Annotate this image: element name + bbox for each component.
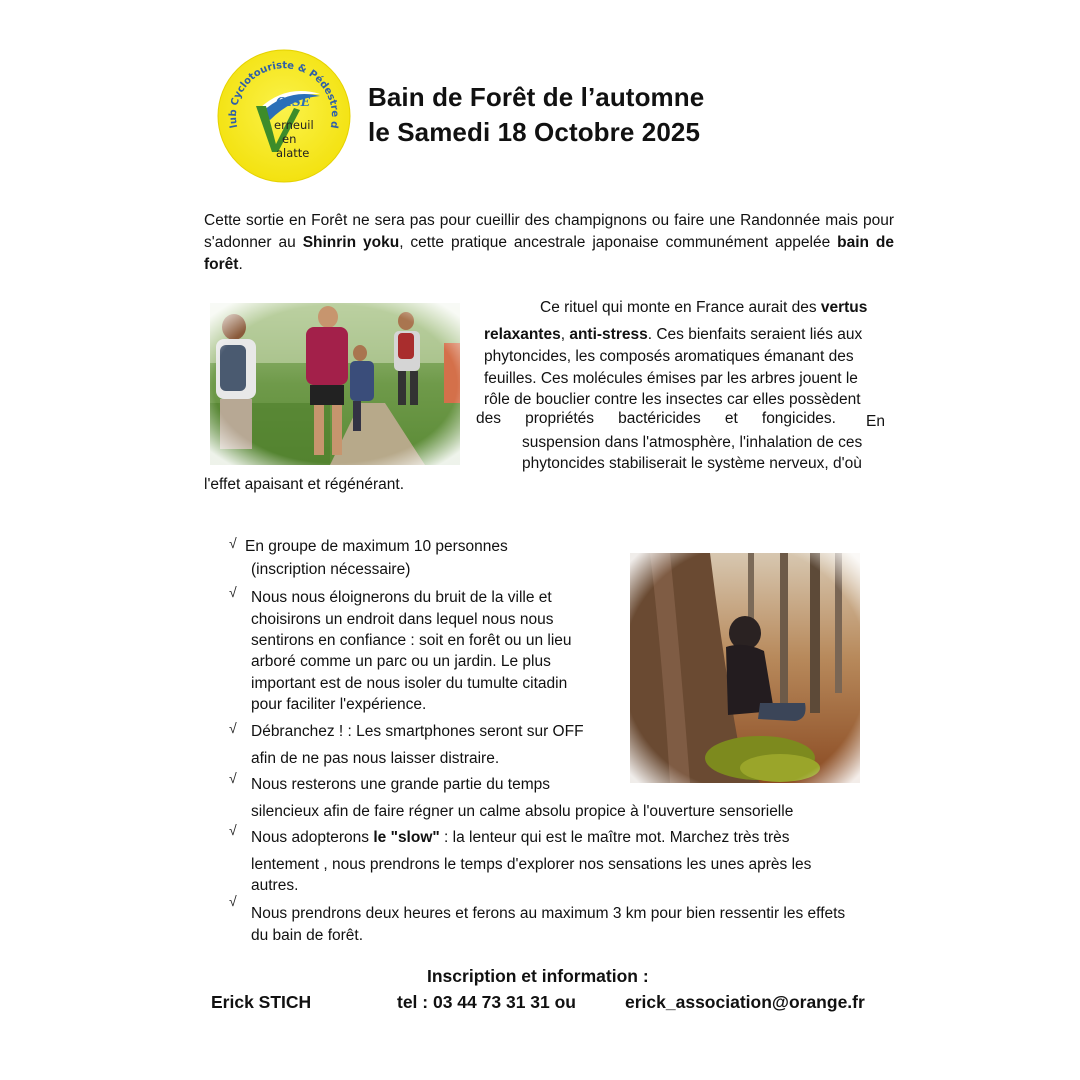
bullet-3-line-1: Débranchez ! : Les smartphones seront sur OFF [251,723,584,740]
bullet-1-line-1: En groupe de maximum 10 personnes [245,538,508,555]
intro-bold-bain: bain de forêt [204,234,894,273]
logo-line2: en [282,132,297,146]
check-icon: √ [229,822,237,838]
bullet-6-line-2: du bain de forêt. [251,927,364,944]
intro-bold-shinrin: Shinrin yoku [302,234,400,251]
bullet-2-line-3: sentirons en confiance : soit en forêt ou un lieu [251,632,572,649]
forest-bath-photo [630,553,860,783]
intro-text-3: . [238,256,243,273]
bullet-2-line-6: pour faciliter l'expérience. [251,696,427,713]
bullet-5-line-1: Nous adopterons le "slow" : la lenteur qui est le maître mot. Marchez très très [251,829,790,846]
contact-email: erick_association@orange.fr [625,992,865,1012]
ritual-line-8: phytoncides stabiliserait le système nerveux, d'où [522,455,862,472]
bullet-3-line-2: afin de ne pas nous laisser distraire. [251,750,500,767]
ritual-line-6: des propriétés bactéricides et fongicides. [476,410,836,427]
logo-oise: OISE [276,95,310,109]
check-icon: √ [229,770,237,786]
ritual-line-4: feuilles. Ces molécules émises par les arbres jouent le [484,370,858,387]
bullet-2-line-1: Nous nous éloignerons du bruit de la ville et [251,589,552,606]
bullet-4-line-2: silencieux afin de faire régner un calme absolu propice à l'ouverture sensorielle [251,803,794,820]
bullet-5-line-2: lentement , nous prendrons le temps d'explorer nos sensations les unes après les [251,856,812,873]
bullet-1-line-2: (inscription nécessaire) [251,561,411,578]
bullet-2-line-5: important est de nous isoler du tumulte citadin [251,675,568,692]
page-title-line1: Bain de Forêt de l’automne [368,82,705,112]
contact-phone: tel : 03 44 73 31 31 ou [397,992,576,1012]
bullet-5-line-3: autres. [251,877,299,894]
intro-text-1: Cette sortie en Forêt ne sera pas pour cueillir des champignons ou faire une Randonnée mais pour s'adonner au [204,212,894,251]
intro-text-2: , cette pratique ancestrale japonaise communément appelée [399,234,838,251]
contact-name: Erick STICH [211,992,312,1012]
bullet-2-line-4: arboré comme un parc ou un jardin. Le plus [251,653,551,670]
bullet-2-line-2: choisirons un endroit dans lequel nous nous [251,611,554,628]
ritual-line-1: Ce rituel qui monte en France aurait des vertus [540,299,868,316]
logo-arc-text: lub Cyclotouriste & Pédestre d [227,60,341,130]
page-title-line2: le Samedi 18 Octobre 2025 [368,117,701,147]
bullet-4-line-1: Nous resterons une grande partie du temps [251,776,550,793]
check-icon: √ [229,535,237,551]
ritual-line-9: l'effet apaisant et régénérant. [204,476,405,493]
ritual-line-6-end: En [866,413,885,430]
hikers-photo [210,303,460,465]
logo-line3: alatte [276,146,310,160]
check-icon: √ [229,584,237,600]
check-icon: √ [229,720,237,736]
ritual-line-3: phytoncides, les composés aromatiques émanant des [484,348,854,365]
ritual-line-2: relaxantes, anti-stress. Ces bienfaits seraient liés aux [484,326,863,343]
intro-paragraph [204,210,894,276]
ritual-line-5: rôle de bouclier contre les insectes car elles possèdent [484,391,861,408]
bullet-6-line-1: Nous prendrons deux heures et ferons au maximum 3 km pour bien ressentir les effets [251,905,846,922]
logo-line1: erneuil [274,118,314,132]
footer-heading: Inscription et information : [427,966,649,986]
club-logo [216,48,352,184]
check-icon: √ [229,893,237,909]
ritual-line-7: suspension dans l'atmosphère, l'inhalation de ces [522,434,863,451]
